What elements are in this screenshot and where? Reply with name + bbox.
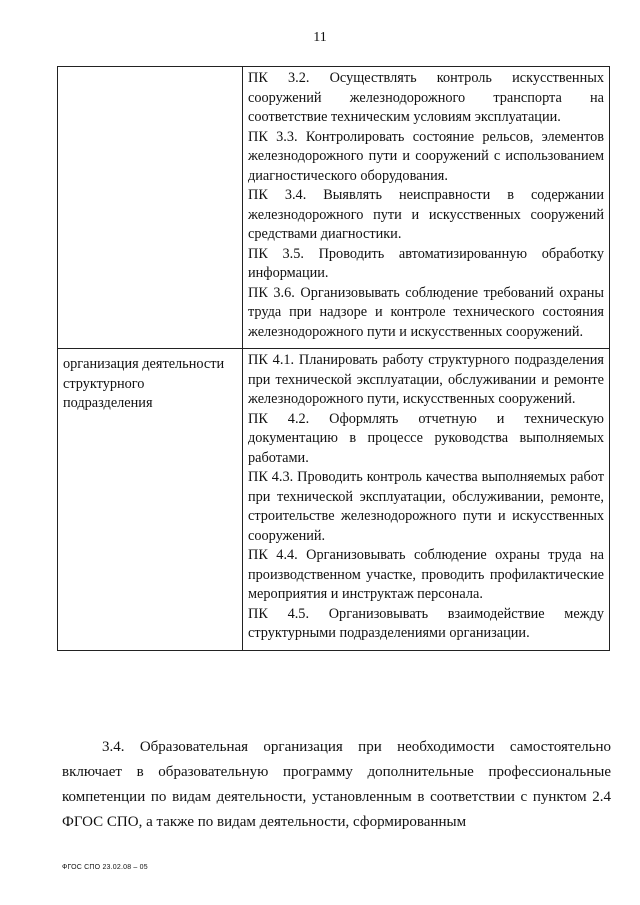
competencies-cell [243,67,610,349]
competency-item: ПК 3.4. Выявлять неисправности в содержании железнодорожного пути и искусственных сооружений средствами диагностики. [248,187,604,242]
page-number: 11 [313,30,327,45]
footer-document-code: ФГОС СПО 23.02.08 – 05 [62,864,148,871]
competency-item: ПК 3.3. Контролировать состояние рельсов, элементов железнодорожного пути и сооружений с использованием диагностического оборудования. [248,128,604,184]
table-row [58,349,610,651]
competencies-table [57,66,610,651]
competency-item: ПК 4.1. Планировать работу структурного подразделения при технической эксплуатации, обслуживании и ремонте железнодорожного пути, искусственных сооружений. [248,352,604,407]
competency-item: ПК 3.5. Проводить автоматизированную обработку информации. [248,245,604,281]
body-paragraph: 3.4. Образовательная организация при необходимости самостоятельно включает в образовательную программу дополнительные профессиональные компетенции по видам деятельности, установленным в соответствии с пунктом 2.4 ФГОС СПО, а также по видам деятельности, сформированным [62,739,611,830]
competency-item: ПК 4.2. Оформлять отчетную и техническую документацию в процессе руководства выполняемых работами. [248,410,604,466]
competency-item: ПК 4.5. Организовывать взаимодействие между структурными подразделениями организации. [248,605,604,641]
competency-item: ПК 4.4. Организовывать соблюдение охраны труда на производственном участке, проводить профилактические мероприятия и инструктаж персонала. [248,547,604,602]
competencies-cell [243,349,610,651]
competency-item: ПК 3.6. Организовывать соблюдение требований охраны труда при надзоре и контроле технического состояния железнодорожного пути и искусственных сооружений. [248,284,604,340]
activity-area-cell [58,67,243,349]
competency-item: ПК 4.3. Проводить контроль качества выполняемых работ при технической эксплуатации, обслуживании, ремонте, строительстве железнодорожного пути и искусственных сооружений. [248,469,604,544]
activity-area-cell: организация деятельности структурного подразделения [58,349,243,651]
table-row [58,67,610,349]
competency-item: ПК 3.2. Осуществлять контроль искусственных сооружений железнодорожного транспорта на соответствие техническим условиям эксплуатации. [248,70,604,125]
